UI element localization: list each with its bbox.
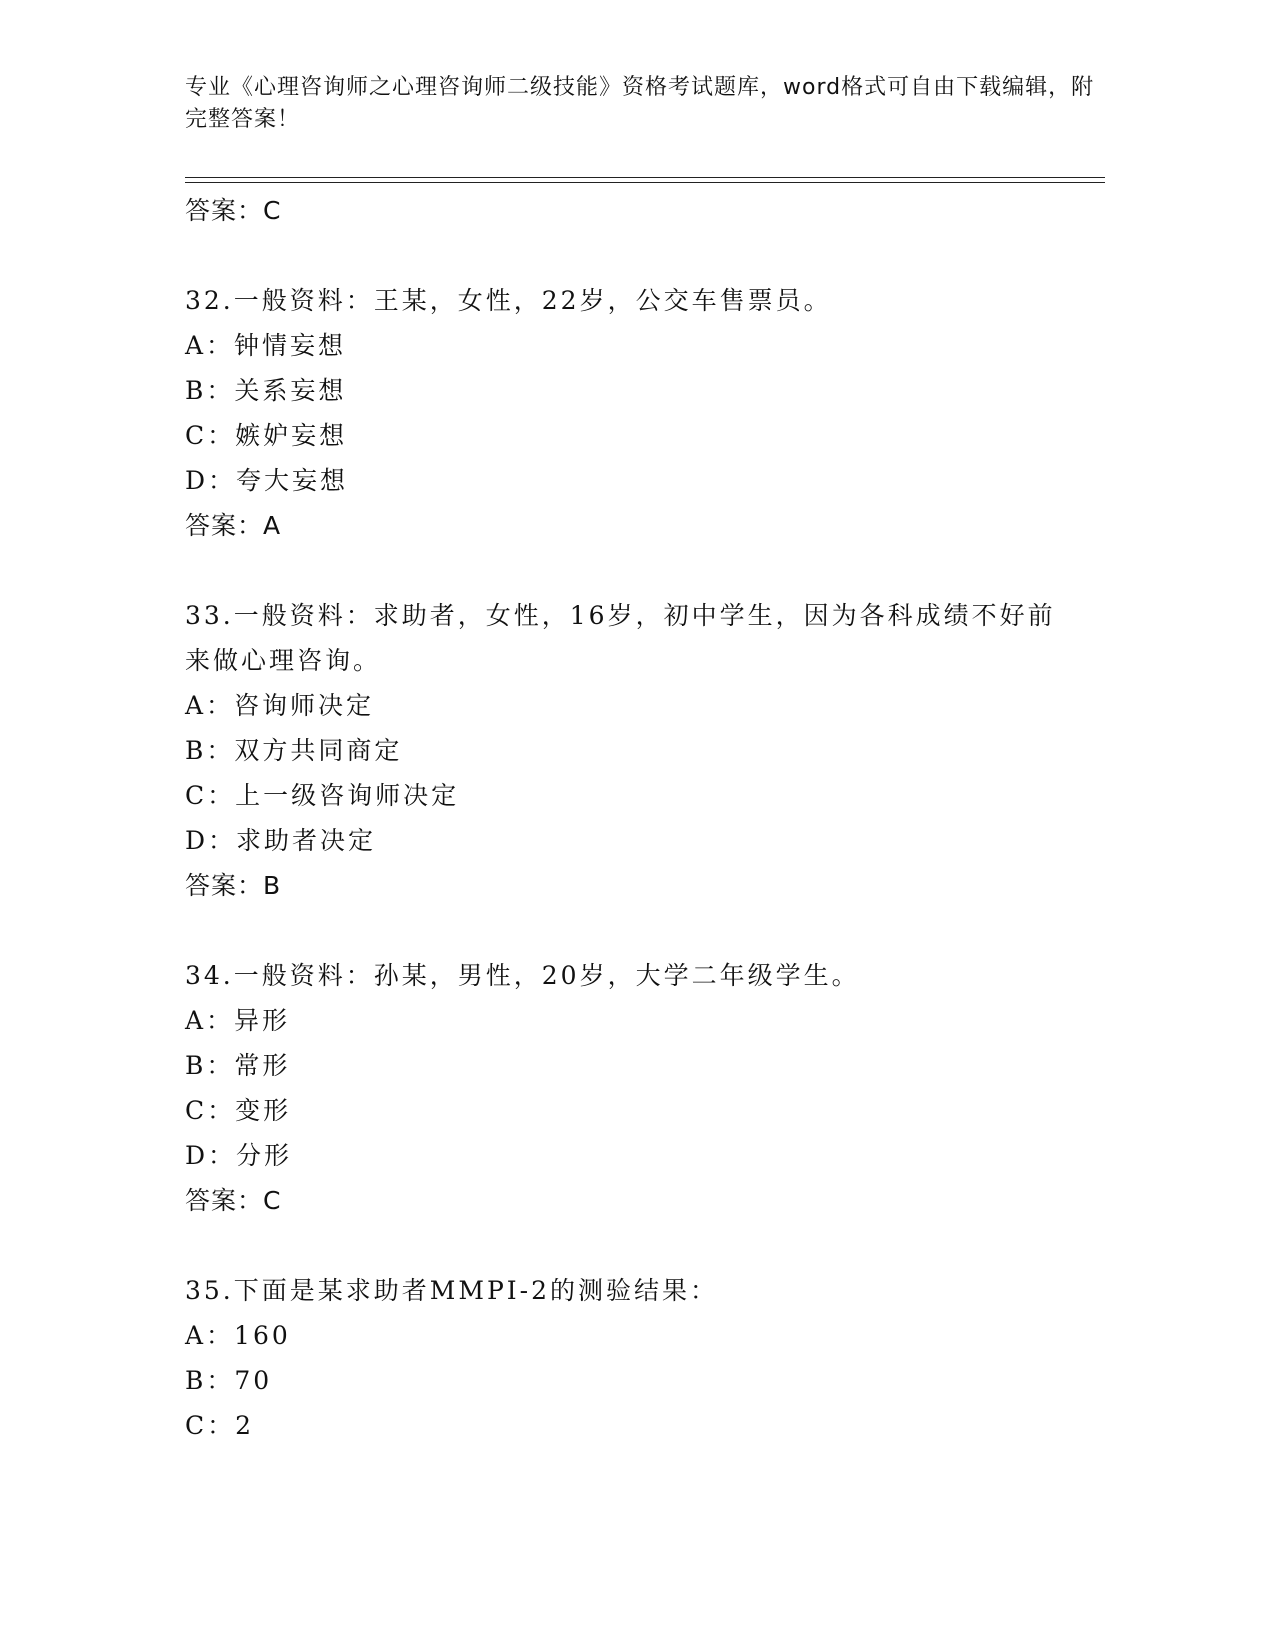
question-block [185,278,1105,548]
spacer [185,908,1105,953]
option-c: C：上一级咨询师决定 [185,781,460,810]
answer-line: 答案：C [185,196,282,225]
answer-line: 答案：B [185,871,282,900]
option-b: B：70 [185,1366,273,1395]
option-b: B：双方共同商定 [185,736,403,765]
option-b: B：关系妄想 [185,376,347,405]
answer-line: 答案：C [185,1186,282,1215]
question-stem: 35.下面是某求助者MMPI-2的测验结果： [185,1276,719,1305]
option-c: C：2 [185,1411,255,1440]
option-a: A：咨询师决定 [185,691,375,720]
spacer [185,1223,1105,1268]
spacer [185,233,1105,278]
option-d: D：求助者决定 [185,826,377,855]
option-d: D：分形 [185,1141,293,1170]
answer-line: 答案：A [185,511,282,540]
question-block [185,1268,1105,1448]
question-stem: 33.一般资料：求助者，女性，16岁，初中学生，因为各科成绩不好前来做心理咨询。 [185,601,1056,675]
option-a: A：160 [185,1321,291,1350]
option-b: B：常形 [185,1051,291,1080]
question-stem: 32.一般资料：王某，女性，22岁，公交车售票员。 [185,286,832,315]
option-d: D：夸大妄想 [185,466,349,495]
header-rule [185,177,1105,183]
question-stem: 34.一般资料：孙某，男性，20岁，大学二年级学生。 [185,961,860,990]
option-c: C：嫉妒妄想 [185,421,348,450]
question-list [185,188,1105,1448]
option-a: A：异形 [185,1006,291,1035]
question-block [185,953,1105,1223]
option-c: C：变形 [185,1096,292,1125]
question-block [185,593,1105,908]
document-header: 专业《心理咨询师之心理咨询师二级技能》资格考试题库，word格式可自由下载编辑，附完整答案！ [185,75,1095,132]
option-a: A：钟情妄想 [185,331,347,360]
spacer [185,548,1105,593]
